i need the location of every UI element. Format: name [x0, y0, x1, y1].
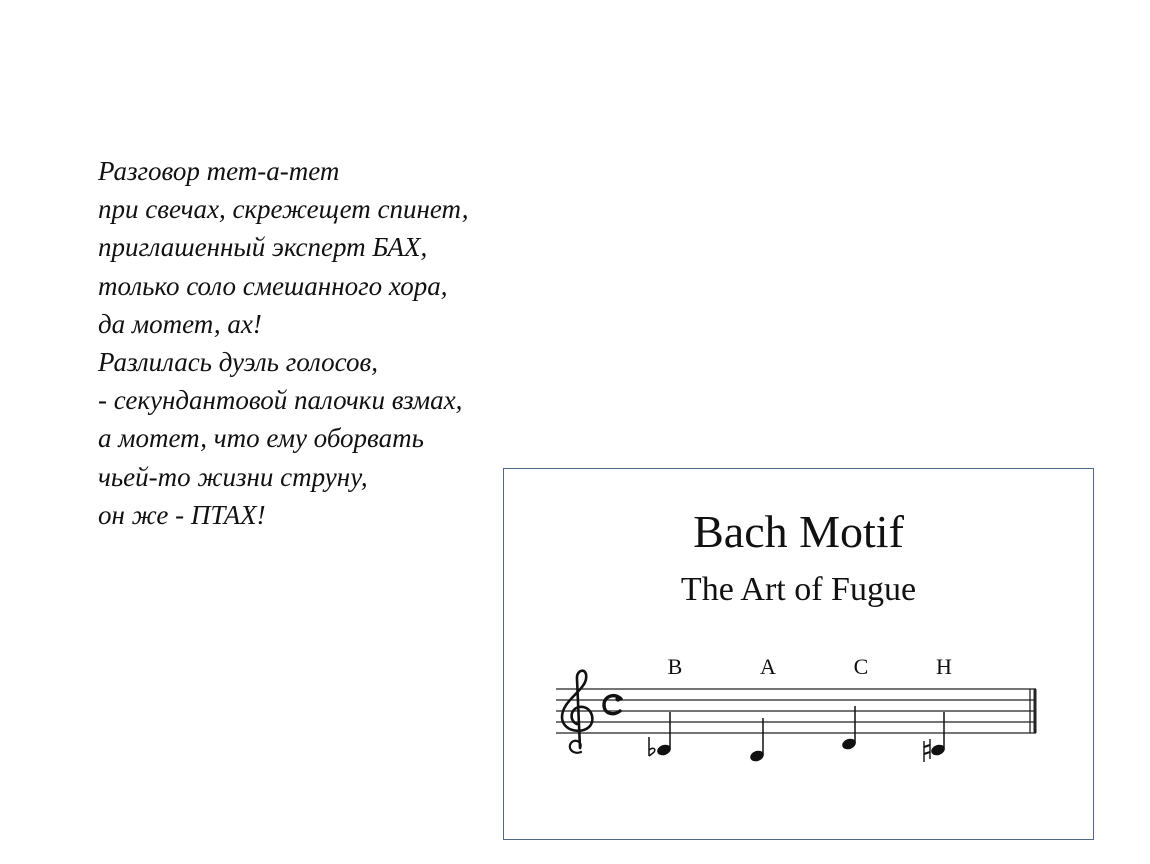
- note-name-label: C: [853, 654, 869, 679]
- staff-lines: [556, 689, 1036, 733]
- poem-line: только соло смешанного хора,: [98, 270, 448, 301]
- music-staff: [504, 469, 1092, 838]
- score-title: Bach Motif: [693, 506, 904, 557]
- note-name-label: H: [936, 654, 952, 679]
- score-image: [503, 468, 1094, 840]
- poem-line: чьей-то жизни струну,: [98, 461, 368, 492]
- poem-line: а мотет, что ему оборвать: [98, 423, 424, 454]
- poem-line: приглашенный эксперт БАХ,: [98, 232, 428, 263]
- treble-clef-icon: [562, 671, 592, 753]
- score-subtitle: The Art of Fugue: [680, 571, 917, 608]
- note-name-label: B: [667, 654, 683, 679]
- poem-line: он же - ПТАХ!: [98, 499, 266, 530]
- poem-line: при свечах, скрежещет спинет,: [98, 194, 469, 225]
- flat-icon: [649, 737, 655, 756]
- poem-line: Разлилась дуэль голосов,: [98, 347, 378, 378]
- poem-line: - секундантовой палочки взмах,: [98, 385, 463, 416]
- note-name-label: A: [760, 654, 776, 679]
- poem-line: Разговор тет-а-тет: [98, 156, 340, 186]
- natural-icon: [924, 739, 930, 762]
- poem-line: да мотет, ах!: [98, 308, 262, 339]
